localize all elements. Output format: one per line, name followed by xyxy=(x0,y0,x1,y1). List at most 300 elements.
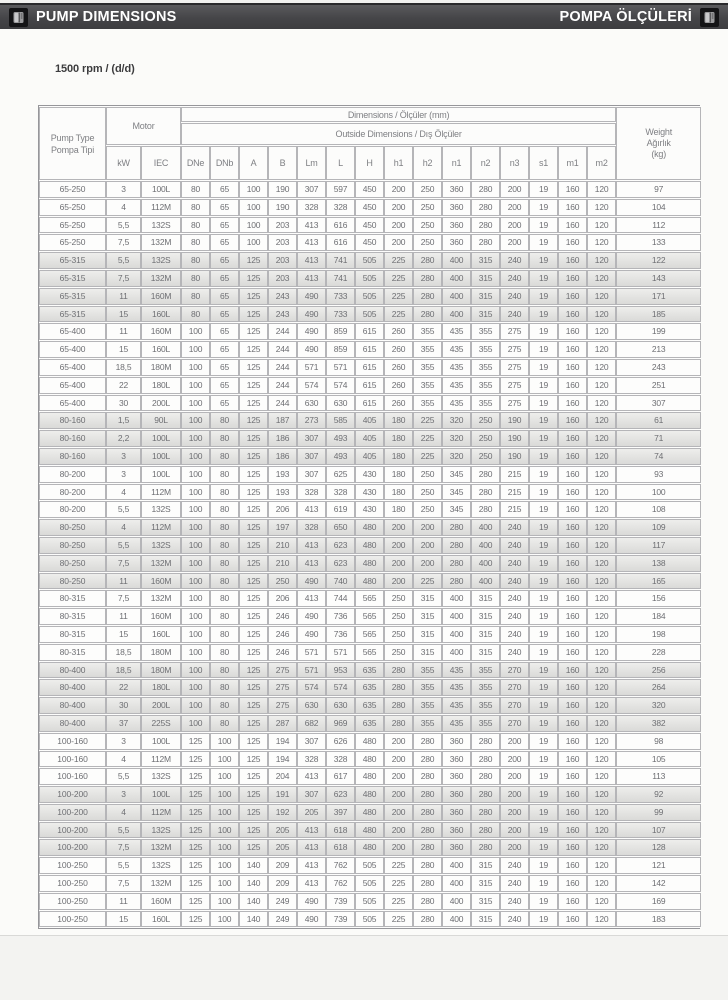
iec-cell: 160L xyxy=(141,626,181,643)
dim-cell-h2: 355 xyxy=(413,359,442,376)
table-row xyxy=(39,412,701,429)
dim-cell-l: 953 xyxy=(326,662,355,679)
iec-cell: 112M xyxy=(141,804,181,821)
kw-cell: 11 xyxy=(106,893,141,910)
dim-cell-h2: 280 xyxy=(413,751,442,768)
dim-cell-lm: 490 xyxy=(297,911,326,928)
dim-cell-dnb: 80 xyxy=(210,519,239,536)
dim-cell-dnb: 100 xyxy=(210,857,239,874)
dim-cell-l: 733 xyxy=(326,288,355,305)
dim-cell-b: 203 xyxy=(268,252,297,269)
dim-cell-lm: 273 xyxy=(297,412,326,429)
dim-cell-l: 623 xyxy=(326,537,355,554)
dim-cell-h: 565 xyxy=(355,626,384,643)
dim-cell-dnb: 80 xyxy=(210,715,239,732)
dim-cell-m1: 160 xyxy=(558,822,587,839)
dim-cell-h1: 260 xyxy=(384,359,413,376)
dim-cell-s1: 19 xyxy=(529,555,558,572)
pump-type-cell: 80-400 xyxy=(39,662,106,679)
dim-cell-n3: 190 xyxy=(500,412,529,429)
weight-cell: 382 xyxy=(616,715,701,732)
dim-cell-h: 450 xyxy=(355,181,384,198)
dim-cell-a: 125 xyxy=(239,359,268,376)
dim-cell-n2: 315 xyxy=(471,893,500,910)
table-row xyxy=(39,359,701,376)
col-header-n2: n2 xyxy=(471,146,500,180)
dim-cell-n1: 435 xyxy=(442,395,471,412)
dim-cell-n1: 360 xyxy=(442,768,471,785)
dim-cell-h: 430 xyxy=(355,484,384,501)
dim-cell-n1: 400 xyxy=(442,590,471,607)
dim-cell-l: 736 xyxy=(326,608,355,625)
dim-cell-h1: 200 xyxy=(384,555,413,572)
dim-cell-dne: 100 xyxy=(181,412,210,429)
weight-cell: 113 xyxy=(616,768,701,785)
dim-cell-dnb: 65 xyxy=(210,252,239,269)
dim-cell-s1: 19 xyxy=(529,573,558,590)
dim-cell-lm: 328 xyxy=(297,199,326,216)
dim-cell-m2: 120 xyxy=(587,323,616,340)
dim-cell-n3: 200 xyxy=(500,733,529,750)
dim-cell-n3: 240 xyxy=(500,306,529,323)
kw-cell: 22 xyxy=(106,679,141,696)
dim-cell-l: 493 xyxy=(326,448,355,465)
dim-cell-l: 328 xyxy=(326,484,355,501)
dim-cell-h1: 250 xyxy=(384,644,413,661)
dim-cell-n1: 320 xyxy=(442,430,471,447)
dim-cell-dne: 80 xyxy=(181,270,210,287)
dim-cell-m2: 120 xyxy=(587,715,616,732)
kw-cell: 18,5 xyxy=(106,644,141,661)
dim-cell-a: 125 xyxy=(239,270,268,287)
dim-cell-n1: 280 xyxy=(442,519,471,536)
table-row xyxy=(39,217,701,234)
dim-cell-h1: 200 xyxy=(384,234,413,251)
dim-cell-a: 125 xyxy=(239,537,268,554)
dim-cell-l: 739 xyxy=(326,893,355,910)
weight-cell: 171 xyxy=(616,288,701,305)
dim-cell-m1: 160 xyxy=(558,217,587,234)
table-row xyxy=(39,839,701,856)
dim-cell-h1: 280 xyxy=(384,715,413,732)
dim-cell-dne: 80 xyxy=(181,199,210,216)
dim-cell-h1: 180 xyxy=(384,430,413,447)
pump-type-cell: 80-200 xyxy=(39,484,106,501)
dim-cell-dnb: 100 xyxy=(210,822,239,839)
table-row xyxy=(39,519,701,536)
dim-cell-h: 505 xyxy=(355,857,384,874)
dim-cell-l: 969 xyxy=(326,715,355,732)
table-row xyxy=(39,715,701,732)
weight-cell: 199 xyxy=(616,323,701,340)
col-header-n1: n1 xyxy=(442,146,471,180)
dim-cell-n2: 355 xyxy=(471,715,500,732)
pump-type-cell: 80-250 xyxy=(39,537,106,554)
dim-cell-n3: 240 xyxy=(500,288,529,305)
dim-cell-n1: 435 xyxy=(442,715,471,732)
dim-cell-b: 205 xyxy=(268,839,297,856)
dim-cell-n3: 200 xyxy=(500,839,529,856)
dim-cell-h2: 355 xyxy=(413,395,442,412)
dim-cell-dnb: 80 xyxy=(210,430,239,447)
dim-cell-dne: 125 xyxy=(181,911,210,928)
dim-cell-h2: 280 xyxy=(413,857,442,874)
dim-cell-n1: 360 xyxy=(442,751,471,768)
dim-cell-m1: 160 xyxy=(558,839,587,856)
dim-cell-b: 209 xyxy=(268,857,297,874)
dim-cell-n3: 200 xyxy=(500,768,529,785)
table-body xyxy=(39,181,701,927)
dim-cell-h: 615 xyxy=(355,395,384,412)
dim-cell-dne: 80 xyxy=(181,217,210,234)
iec-cell: 132S xyxy=(141,217,181,234)
pump-type-cell: 80-250 xyxy=(39,519,106,536)
dim-cell-b: 194 xyxy=(268,751,297,768)
iec-cell: 132M xyxy=(141,234,181,251)
dim-cell-lm: 490 xyxy=(297,573,326,590)
dim-cell-n2: 280 xyxy=(471,466,500,483)
dim-cell-n2: 355 xyxy=(471,323,500,340)
dim-cell-m1: 160 xyxy=(558,555,587,572)
dim-cell-a: 100 xyxy=(239,234,268,251)
dim-cell-a: 125 xyxy=(239,804,268,821)
dim-cell-h2: 280 xyxy=(413,733,442,750)
dim-cell-n2: 355 xyxy=(471,679,500,696)
col-header-b: B xyxy=(268,146,297,180)
pump-type-cell: 100-200 xyxy=(39,822,106,839)
dim-cell-n3: 270 xyxy=(500,715,529,732)
dim-cell-s1: 19 xyxy=(529,857,558,874)
dim-cell-m1: 160 xyxy=(558,448,587,465)
dim-cell-m2: 120 xyxy=(587,626,616,643)
dim-cell-n2: 355 xyxy=(471,359,500,376)
dim-cell-dnb: 65 xyxy=(210,377,239,394)
dim-cell-n3: 190 xyxy=(500,430,529,447)
dim-cell-n1: 400 xyxy=(442,288,471,305)
dim-cell-n3: 200 xyxy=(500,181,529,198)
dim-cell-h: 405 xyxy=(355,430,384,447)
dim-cell-s1: 19 xyxy=(529,733,558,750)
dim-cell-n2: 250 xyxy=(471,448,500,465)
iec-cell: 132S xyxy=(141,768,181,785)
dim-cell-lm: 307 xyxy=(297,448,326,465)
dim-cell-m2: 120 xyxy=(587,430,616,447)
dim-cell-a: 140 xyxy=(239,857,268,874)
weight-cell: 105 xyxy=(616,751,701,768)
dim-cell-n1: 435 xyxy=(442,323,471,340)
dim-cell-b: 186 xyxy=(268,448,297,465)
dim-cell-dnb: 100 xyxy=(210,875,239,892)
dim-cell-h: 480 xyxy=(355,573,384,590)
dim-cell-lm: 413 xyxy=(297,857,326,874)
dim-cell-h1: 180 xyxy=(384,484,413,501)
dim-cell-n3: 200 xyxy=(500,822,529,839)
dim-cell-h: 635 xyxy=(355,679,384,696)
dim-cell-s1: 19 xyxy=(529,662,558,679)
dim-cell-h: 430 xyxy=(355,501,384,518)
dim-cell-a: 100 xyxy=(239,199,268,216)
table-row xyxy=(39,199,701,216)
dim-cell-h: 450 xyxy=(355,234,384,251)
dim-cell-m1: 160 xyxy=(558,590,587,607)
dim-cell-l: 571 xyxy=(326,644,355,661)
booklet-icon xyxy=(9,8,28,27)
dim-cell-l: 859 xyxy=(326,341,355,358)
dim-cell-h2: 355 xyxy=(413,662,442,679)
dim-cell-dne: 100 xyxy=(181,626,210,643)
table-row xyxy=(39,377,701,394)
dim-cell-m2: 120 xyxy=(587,751,616,768)
kw-cell: 3 xyxy=(106,181,141,198)
dim-cell-b: 193 xyxy=(268,484,297,501)
dim-cell-dnb: 100 xyxy=(210,911,239,928)
kw-cell: 18,5 xyxy=(106,662,141,679)
dim-cell-dne: 100 xyxy=(181,484,210,501)
dim-cell-a: 125 xyxy=(239,395,268,412)
dim-cell-n2: 315 xyxy=(471,306,500,323)
pump-type-cell: 80-200 xyxy=(39,466,106,483)
dim-cell-n2: 315 xyxy=(471,626,500,643)
dim-cell-s1: 19 xyxy=(529,306,558,323)
pump-type-cell: 80-250 xyxy=(39,573,106,590)
page-title-en: PUMP DIMENSIONS xyxy=(36,9,177,25)
dim-cell-n3: 240 xyxy=(500,270,529,287)
dim-cell-h: 405 xyxy=(355,412,384,429)
weight-cell: 183 xyxy=(616,911,701,928)
dim-cell-n2: 355 xyxy=(471,377,500,394)
table-row xyxy=(39,644,701,661)
dim-cell-m1: 160 xyxy=(558,768,587,785)
dim-cell-h1: 225 xyxy=(384,893,413,910)
kw-cell: 15 xyxy=(106,626,141,643)
weight-cell: 228 xyxy=(616,644,701,661)
dim-cell-n1: 345 xyxy=(442,466,471,483)
dim-cell-s1: 19 xyxy=(529,822,558,839)
pump-type-cell: 65-250 xyxy=(39,181,106,198)
dim-cell-n1: 435 xyxy=(442,341,471,358)
dim-cell-m1: 160 xyxy=(558,323,587,340)
dim-cell-h2: 280 xyxy=(413,893,442,910)
dim-cell-l: 397 xyxy=(326,804,355,821)
col-header-dne: DNe xyxy=(181,146,210,180)
dim-cell-h: 480 xyxy=(355,733,384,750)
dim-cell-b: 203 xyxy=(268,234,297,251)
dim-cell-n3: 200 xyxy=(500,786,529,803)
iec-cell: 180M xyxy=(141,359,181,376)
dim-cell-s1: 19 xyxy=(529,252,558,269)
dim-cell-n1: 320 xyxy=(442,448,471,465)
dim-cell-lm: 307 xyxy=(297,466,326,483)
pump-type-cell: 65-400 xyxy=(39,377,106,394)
table-row xyxy=(39,751,701,768)
dim-cell-l: 762 xyxy=(326,857,355,874)
weight-cell: 169 xyxy=(616,893,701,910)
dim-cell-m1: 160 xyxy=(558,181,587,198)
table-row xyxy=(39,626,701,643)
dim-cell-h2: 315 xyxy=(413,608,442,625)
dim-cell-a: 125 xyxy=(239,341,268,358)
dim-cell-b: 204 xyxy=(268,768,297,785)
weight-cell: 243 xyxy=(616,359,701,376)
table-row xyxy=(39,234,701,251)
dim-cell-a: 125 xyxy=(239,786,268,803)
dim-cell-h1: 200 xyxy=(384,768,413,785)
dim-cell-lm: 413 xyxy=(297,270,326,287)
dim-cell-h: 505 xyxy=(355,252,384,269)
table-row xyxy=(39,857,701,874)
dim-cell-dnb: 100 xyxy=(210,839,239,856)
table-row xyxy=(39,697,701,714)
dim-cell-dnb: 80 xyxy=(210,573,239,590)
dim-cell-h1: 200 xyxy=(384,839,413,856)
dim-cell-n3: 270 xyxy=(500,679,529,696)
weight-cell: 251 xyxy=(616,377,701,394)
iec-cell: 160M xyxy=(141,573,181,590)
dim-cell-dne: 100 xyxy=(181,662,210,679)
table-header xyxy=(39,107,701,180)
dim-cell-n3: 270 xyxy=(500,697,529,714)
dim-cell-dnb: 65 xyxy=(210,341,239,358)
iec-cell: 132M xyxy=(141,875,181,892)
col-header-h2: h2 xyxy=(413,146,442,180)
dim-cell-l: 616 xyxy=(326,234,355,251)
dim-cell-h2: 280 xyxy=(413,288,442,305)
dim-cell-lm: 328 xyxy=(297,484,326,501)
pump-type-cell: 80-315 xyxy=(39,626,106,643)
pump-type-cell: 80-315 xyxy=(39,590,106,607)
table-row xyxy=(39,466,701,483)
table-row xyxy=(39,768,701,785)
dim-cell-b: 203 xyxy=(268,217,297,234)
dim-cell-h2: 250 xyxy=(413,217,442,234)
dim-cell-h: 405 xyxy=(355,448,384,465)
dim-cell-n1: 400 xyxy=(442,306,471,323)
dim-cell-dne: 100 xyxy=(181,679,210,696)
dim-cell-h2: 250 xyxy=(413,199,442,216)
dim-cell-b: 244 xyxy=(268,341,297,358)
dim-cell-dnb: 80 xyxy=(210,555,239,572)
dim-cell-s1: 19 xyxy=(529,270,558,287)
dim-cell-s1: 19 xyxy=(529,875,558,892)
dim-cell-m1: 160 xyxy=(558,786,587,803)
kw-cell: 11 xyxy=(106,573,141,590)
dim-cell-l: 741 xyxy=(326,252,355,269)
dim-cell-n1: 360 xyxy=(442,786,471,803)
dim-cell-n2: 315 xyxy=(471,288,500,305)
dim-cell-n1: 400 xyxy=(442,626,471,643)
dim-cell-lm: 490 xyxy=(297,608,326,625)
dim-cell-n3: 275 xyxy=(500,323,529,340)
dim-cell-a: 125 xyxy=(239,448,268,465)
col-header-l: L xyxy=(326,146,355,180)
dim-cell-s1: 19 xyxy=(529,893,558,910)
col-header-weight xyxy=(616,107,701,180)
dim-cell-m1: 160 xyxy=(558,501,587,518)
dim-cell-n3: 190 xyxy=(500,448,529,465)
dim-cell-s1: 19 xyxy=(529,590,558,607)
dim-cell-n2: 355 xyxy=(471,395,500,412)
dim-cell-dnb: 100 xyxy=(210,733,239,750)
dim-cell-h2: 250 xyxy=(413,234,442,251)
dim-cell-m1: 160 xyxy=(558,626,587,643)
dim-cell-m1: 160 xyxy=(558,573,587,590)
dim-cell-a: 125 xyxy=(239,662,268,679)
dim-cell-h: 480 xyxy=(355,822,384,839)
dim-cell-l: 574 xyxy=(326,377,355,394)
dim-cell-h2: 315 xyxy=(413,644,442,661)
weight-cell: 112 xyxy=(616,217,701,234)
dim-cell-dne: 125 xyxy=(181,768,210,785)
dim-cell-a: 125 xyxy=(239,822,268,839)
dim-cell-l: 623 xyxy=(326,786,355,803)
pump-type-label-en: Pump Type xyxy=(50,132,95,143)
dim-cell-m1: 160 xyxy=(558,715,587,732)
dim-cell-b: 206 xyxy=(268,501,297,518)
dim-cell-m1: 160 xyxy=(558,270,587,287)
dim-cell-b: 250 xyxy=(268,573,297,590)
dim-cell-s1: 19 xyxy=(529,768,558,785)
weight-cell: 128 xyxy=(616,839,701,856)
dim-cell-l: 630 xyxy=(326,395,355,412)
iec-cell: 200L xyxy=(141,697,181,714)
weight-cell: 256 xyxy=(616,662,701,679)
dim-cell-lm: 413 xyxy=(297,501,326,518)
table-row xyxy=(39,341,701,358)
dim-cell-h2: 250 xyxy=(413,466,442,483)
pump-type-cell: 80-160 xyxy=(39,412,106,429)
dim-cell-dne: 100 xyxy=(181,573,210,590)
dim-cell-m2: 120 xyxy=(587,395,616,412)
dim-cell-b: 244 xyxy=(268,323,297,340)
dim-cell-m2: 120 xyxy=(587,519,616,536)
iec-cell: 200L xyxy=(141,395,181,412)
dim-cell-h2: 355 xyxy=(413,715,442,732)
dim-cell-s1: 19 xyxy=(529,377,558,394)
dim-cell-n1: 360 xyxy=(442,199,471,216)
dim-cell-s1: 19 xyxy=(529,484,558,501)
col-header-h: H xyxy=(355,146,384,180)
pump-type-cell: 80-400 xyxy=(39,715,106,732)
dim-cell-a: 125 xyxy=(239,697,268,714)
weight-cell: 93 xyxy=(616,466,701,483)
iec-cell: 112M xyxy=(141,199,181,216)
dim-cell-l: 762 xyxy=(326,875,355,892)
dim-cell-n2: 400 xyxy=(471,537,500,554)
kw-cell: 15 xyxy=(106,911,141,928)
dim-cell-h1: 250 xyxy=(384,590,413,607)
dim-cell-a: 125 xyxy=(239,751,268,768)
dim-cell-m2: 120 xyxy=(587,608,616,625)
dim-cell-h1: 260 xyxy=(384,341,413,358)
dim-cell-a: 125 xyxy=(239,484,268,501)
dim-cell-a: 125 xyxy=(239,306,268,323)
dim-cell-n3: 240 xyxy=(500,893,529,910)
dim-cell-h2: 355 xyxy=(413,377,442,394)
dim-cell-m2: 120 xyxy=(587,822,616,839)
pump-type-cell: 65-250 xyxy=(39,217,106,234)
dim-cell-n1: 400 xyxy=(442,270,471,287)
dim-cell-m1: 160 xyxy=(558,893,587,910)
dim-cell-m2: 120 xyxy=(587,786,616,803)
iec-cell: 225S xyxy=(141,715,181,732)
dim-cell-lm: 490 xyxy=(297,288,326,305)
weight-cell: 104 xyxy=(616,199,701,216)
iec-cell: 132M xyxy=(141,839,181,856)
dim-cell-n3: 200 xyxy=(500,234,529,251)
dim-cell-n3: 275 xyxy=(500,359,529,376)
dim-cell-dne: 100 xyxy=(181,341,210,358)
dim-cell-m1: 160 xyxy=(558,199,587,216)
